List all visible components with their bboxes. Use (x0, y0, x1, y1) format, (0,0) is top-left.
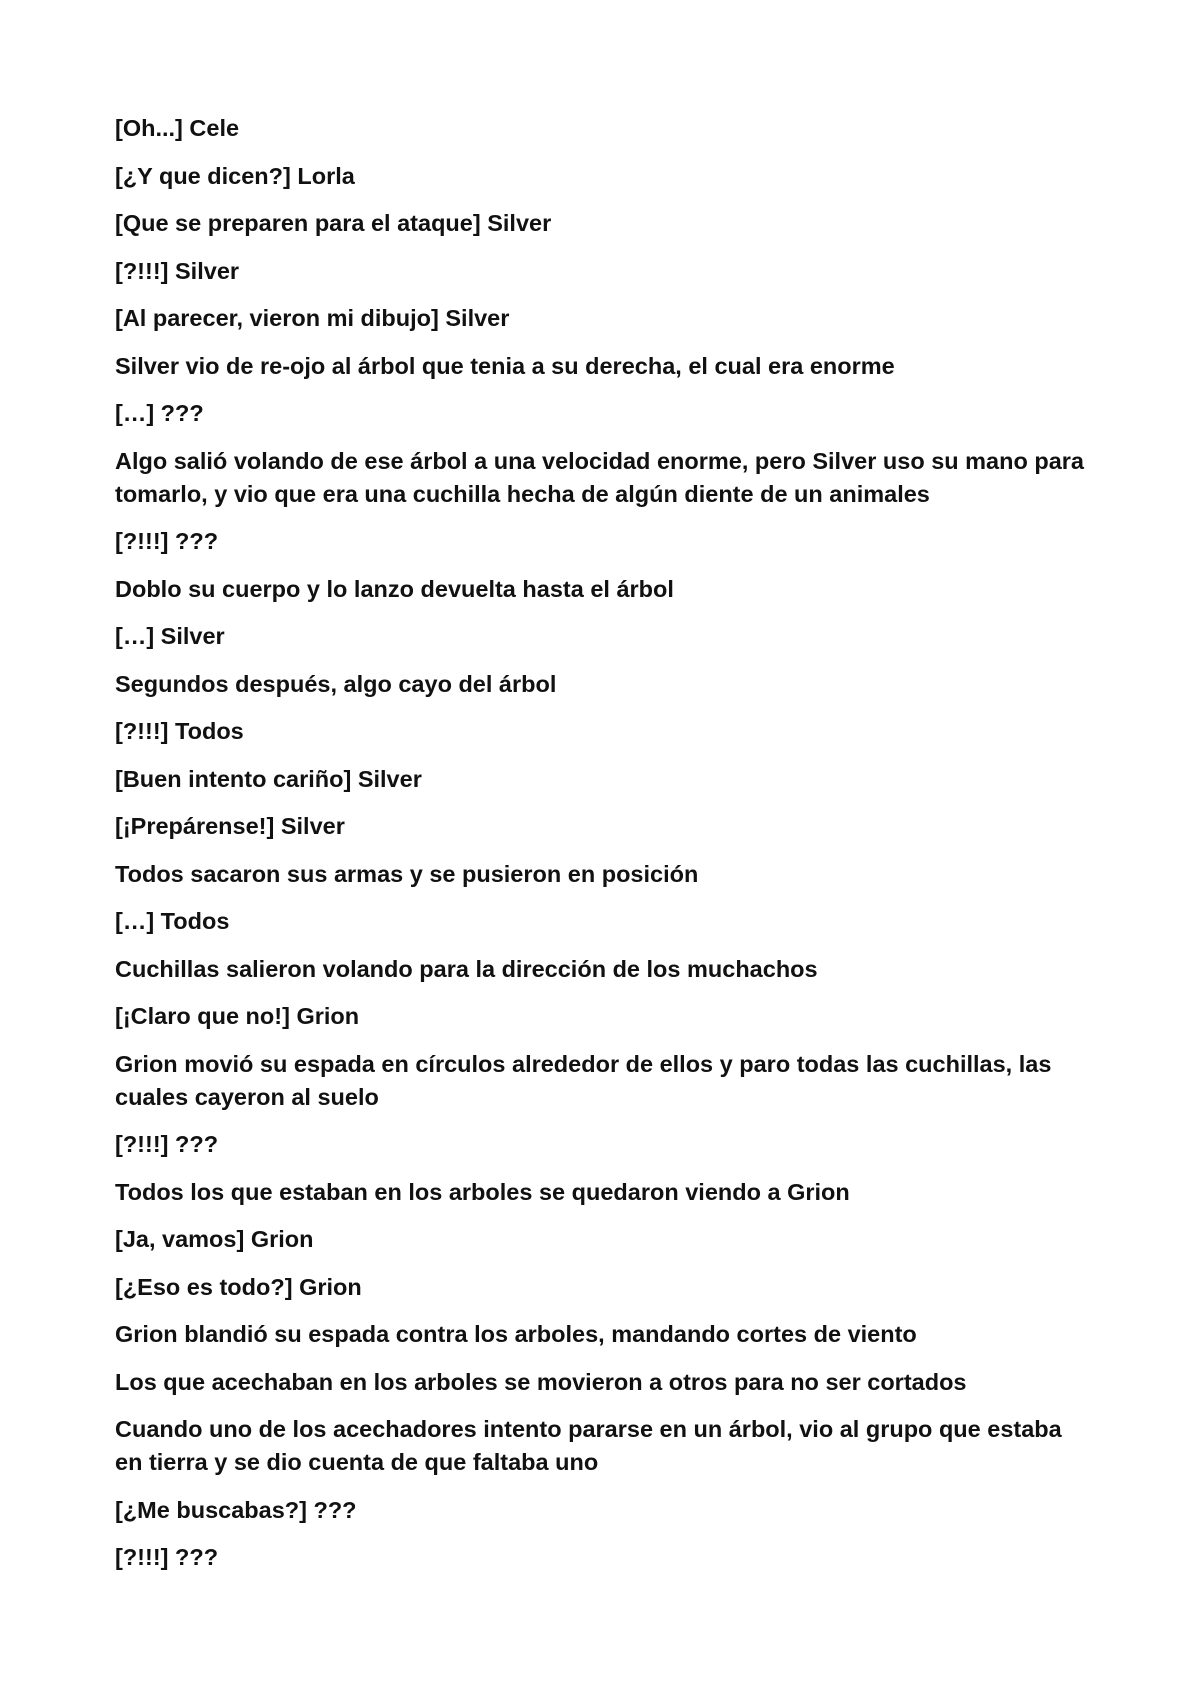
paragraph: [¿Eso es todo?] Grion (115, 1273, 362, 1300)
paragraph: Segundos después, algo cayo del árbol (115, 670, 557, 697)
paragraph: [?!!!] Todos (115, 718, 244, 744)
paragraph: [¡Prepárense!] Silver (115, 813, 345, 839)
paragraph: [Buen intento cariño] Silver (115, 765, 422, 792)
paragraph: [¡Claro que no!] Grion (115, 1003, 360, 1029)
paragraph: Cuchillas salieron volando para la dirección de los muchachos (115, 955, 818, 982)
paragraph: Grion movió su espada en círculos alrededor de ellos y paro todas las cuchillas, las cuales cayeron al suelo (115, 1050, 1052, 1110)
paragraph: Todos sacaron sus armas y se pusieron en posición (115, 860, 699, 887)
paragraph: […] Silver (115, 623, 225, 649)
paragraph: [?!!!] Silver (115, 257, 240, 284)
paragraph: [Ja, vamos] Grion (115, 1226, 314, 1252)
paragraph: Doblo su cuerpo y lo lanzo devuelta hasta el árbol (115, 575, 674, 602)
paragraph: [?!!!] ??? (115, 528, 219, 554)
paragraph: [?!!!] ??? (115, 1131, 219, 1157)
paragraph: [¿Y que dicen?] Lorla (115, 162, 355, 189)
paragraph: […] Todos (115, 908, 230, 934)
paragraph: [?!!!] ??? (115, 1544, 219, 1570)
paragraph: Algo salió volando de ese árbol a una velocidad enorme, pero Silver uso su mano para tomarlo, y vio que era una cuchilla hecha de algún diente de un animales (115, 447, 1084, 507)
document-body (115, 112, 1090, 1589)
paragraph: [¿Me buscabas?] ??? (115, 1496, 357, 1523)
paragraph: Cuando uno de los acechadores intento pararse en un árbol, vio al grupo que estaba en tierra y se dio cuenta de que faltaba uno (115, 1416, 1062, 1475)
paragraph: Todos los que estaban en los arboles se quedaron viendo a Grion (115, 1178, 850, 1205)
paragraph: […] ??? (115, 400, 204, 426)
paragraph: [Oh...] Cele (115, 115, 240, 141)
paragraph: Los que acechaban en los arboles se movieron a otros para no ser cortados (115, 1368, 967, 1395)
paragraph: Silver vio de re-ojo al árbol que tenia a su derecha, el cual era enorme (115, 352, 895, 379)
paragraph: [Que se preparen para el ataque] Silver (115, 210, 552, 236)
paragraph: [Al parecer, vieron mi dibujo] Silver (115, 305, 510, 331)
paragraph: Grion blandió su espada contra los arboles, mandando cortes de viento (115, 1321, 917, 1347)
